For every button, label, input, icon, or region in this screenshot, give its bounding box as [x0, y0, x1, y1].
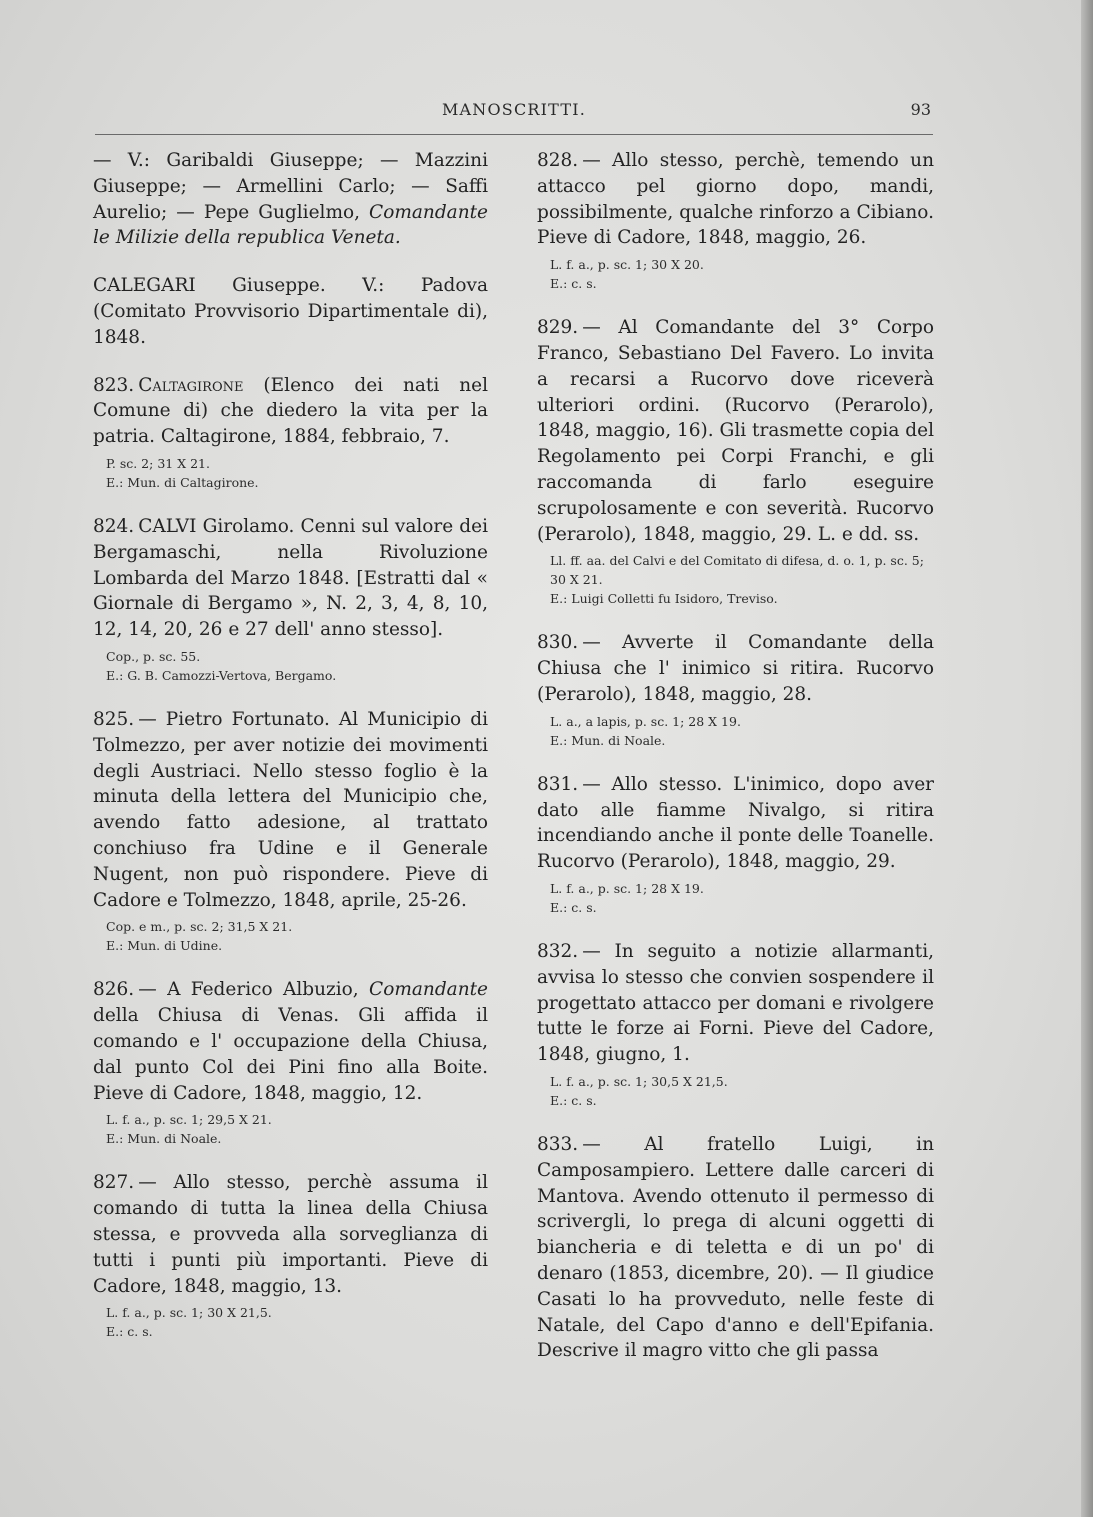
- entry-description: L. f. a., p. sc. 1; 30,5 X 21,5.: [550, 1073, 728, 1089]
- catalog-entry-826: [93, 977, 488, 1148]
- entry-owner: E.: Mun. di Noale.: [550, 732, 666, 748]
- entry-text: della Chiusa di Venas. Gli affida il comando e l' occupazione della Chiusa, dal punto Col dei Pini fino alla Boite. Pieve di Cadore, 1848, maggio, 12.: [93, 1005, 488, 1104]
- cross-reference-text: CALEGARI Giuseppe. V.: Padova (Comitato Provvisorio Dipartimentale di), 1848.: [93, 275, 488, 348]
- entry-text: (Elenco dei nati nel Comune di) che diedero la vita per la patria. Caltagirone, 1884, febbraio, 7.: [93, 374, 488, 448]
- catalog-entry-831: [537, 772, 934, 917]
- entry-text: — Avverte il Comandante della Chiusa che l' inimico si ritira. Rucorvo (Perarolo), 1848, maggio, 28.: [537, 632, 934, 705]
- entry-owner: E.: c. s.: [550, 276, 597, 292]
- entry-description: P. sc. 2; 31 X 21.: [106, 455, 210, 471]
- entry-number: 823.: [93, 374, 135, 396]
- entry-owner: E.: c. s.: [550, 899, 597, 915]
- catalog-entry-824: [93, 514, 488, 685]
- entry-text: — Al fratello Luigi, in Camposampiero. Lettere dalle carceri di Mantova. Avendo ottenuto il permesso di scrivergli, lo prega di alcuni oggetti di biancheria e di teletta e di un po' di denaro (1853, dicembre, 20). — Il giudice Casati lo ha provveduto, nelle feste di Natale, del Capo d'anno e dell'Epifania. Descrive il magro vitto che gli passa: [537, 1133, 934, 1362]
- page-edge-shadow: [1081, 0, 1093, 1517]
- entry-text: — Allo stesso. L'inimico, dopo aver dato alle fiamme Nivalgo, si ritira incendiando anche il ponte delle Toanelle. Rucorvo (Perarolo), 1848, maggio, 29.: [537, 773, 934, 873]
- entry-text: — Allo stesso, perchè assuma il comando di tutta la linea della Chiusa stessa, e provveda alla sorveglianza di tutti i punti più importanti. Pieve di Cadore, 1848, maggio, 13.: [93, 1172, 488, 1297]
- entry-description: Ll. ff. aa. del Calvi e del Comitato di difesa, d. o. 1, p. sc. 5; 30 X 21.: [550, 553, 924, 588]
- catalog-entry-833: [537, 1132, 934, 1364]
- entry-author: Caltagirone: [138, 374, 244, 396]
- catalog-entry-832: [537, 939, 934, 1110]
- catalog-entry-827: [93, 1170, 488, 1341]
- cross-reference-italic: Comandante le Milizie della republica Veneta.: [93, 201, 488, 249]
- running-head: MANOSCRITTI.: [441, 100, 587, 119]
- entry-description: L. f. a., p. sc. 1; 28 X 19.: [550, 880, 704, 896]
- catalog-entry-828: [537, 148, 934, 293]
- entry-description: Cop., p. sc. 55.: [106, 648, 201, 664]
- entry-owner: E.: Mun. di Noale.: [106, 1131, 222, 1147]
- page-header: [95, 94, 933, 135]
- cross-reference-text: — V.: Garibaldi Giuseppe; — Mazzini Giuseppe; — Armellini Carlo; — Saffi Aurelio; — Pepe Guglielmo,: [93, 150, 488, 223]
- entry-number: 825.: [93, 708, 135, 730]
- entry-description: Cop. e m., p. sc. 2; 31,5 X 21.: [106, 919, 293, 935]
- entry-number: 832.: [537, 940, 579, 962]
- entry-owner: E.: c. s.: [106, 1324, 153, 1340]
- entry-description: L. f. a., p. sc. 1; 30 X 20.: [550, 257, 704, 273]
- entry-text: — In seguito a notizie allarmanti, avvisa lo stesso che convien sospendere il progettato attacco per domani e rivolgere tutte le forze ai Forni. Pieve del Cadore, 1848, giugno, 1.: [537, 940, 934, 1066]
- entry-number: 827.: [93, 1172, 135, 1194]
- catalog-entry-825: [93, 707, 488, 955]
- entry-description: L. a., a lapis, p. sc. 1; 28 X 19.: [550, 713, 741, 729]
- right-column: [537, 148, 934, 1386]
- entry-owner: E.: c. s.: [550, 1092, 597, 1108]
- entry-description: L. f. a., p. sc. 1; 29,5 X 21.: [106, 1112, 272, 1128]
- entry-number: 830.: [537, 632, 579, 654]
- entry-number: 833.: [537, 1133, 579, 1155]
- catalog-entry-830: [537, 630, 934, 749]
- left-column: [93, 148, 488, 1363]
- entry-owner: E.: Luigi Colletti fu Isidoro, Treviso.: [550, 591, 778, 607]
- entry-owner: E.: Mun. di Udine.: [106, 938, 223, 954]
- entry-description: L. f. a., p. sc. 1; 30 X 21,5.: [106, 1305, 272, 1321]
- catalog-entry-823: [93, 373, 488, 492]
- entry-text: CALVI Girolamo. Cenni sul valore dei Bergamaschi, nella Rivoluzione Lombarda del Marzo 1848. [Estratti dal « Giornale di Bergamo », N. 2, 3, 4, 8, 10, 12, 14, 20, 26 e 27 dell' anno stesso].: [93, 515, 488, 641]
- catalog-entry-829: [537, 315, 934, 608]
- entry-number: 831.: [537, 773, 579, 795]
- entry-number: 826.: [93, 979, 135, 1001]
- entry-number: 829.: [537, 317, 579, 339]
- entry-text: — A Federico Albuzio,: [138, 979, 370, 1001]
- entry-text: — Al Comandante del 3° Corpo Franco, Sebastiano Del Favero. Lo invita a recarsi a Rucorvo dove riceverà ulteriori ordini. (Rucorvo (Perarolo), 1848, maggio, 16). Gli trasmette copia del Regolamento pei Corpi Franchi, e gli raccomanda di farlo eseguire scrupolosamente e con severità. Rucorvo (Perarolo), 1848, maggio, 29. L. e dd. ss.: [537, 317, 934, 545]
- cross-reference-calegari: [93, 273, 488, 350]
- entry-owner: E.: G. B. Camozzi-Vertova, Bergamo.: [106, 667, 337, 683]
- entry-text-italic: Comandante: [369, 979, 488, 1001]
- cross-reference-garibaldi: [93, 148, 488, 251]
- entry-number: 824.: [93, 515, 135, 537]
- entry-text: — Pietro Fortunato. Al Municipio di Tolmezzo, per aver notizie dei movimenti degli Austriaci. Nello stesso foglio è la minuta della lettera del Municipio che, avendo fatto adesione, al trattato conchiuso fra Udine e il Generale Nugent, non può rispondere. Pieve di Cadore e Tolmezzo, 1848, aprile, 25-26.: [93, 708, 488, 911]
- page-number: 93: [910, 100, 931, 119]
- entry-text: — Allo stesso, perchè, temendo un attacco pel giorno dopo, mandi, possibilmente, qualche rinforzo a Cibiano. Pieve di Cadore, 1848, maggio, 26.: [537, 150, 934, 249]
- entry-owner: E.: Mun. di Caltagirone.: [106, 474, 259, 490]
- entry-number: 828.: [537, 150, 579, 171]
